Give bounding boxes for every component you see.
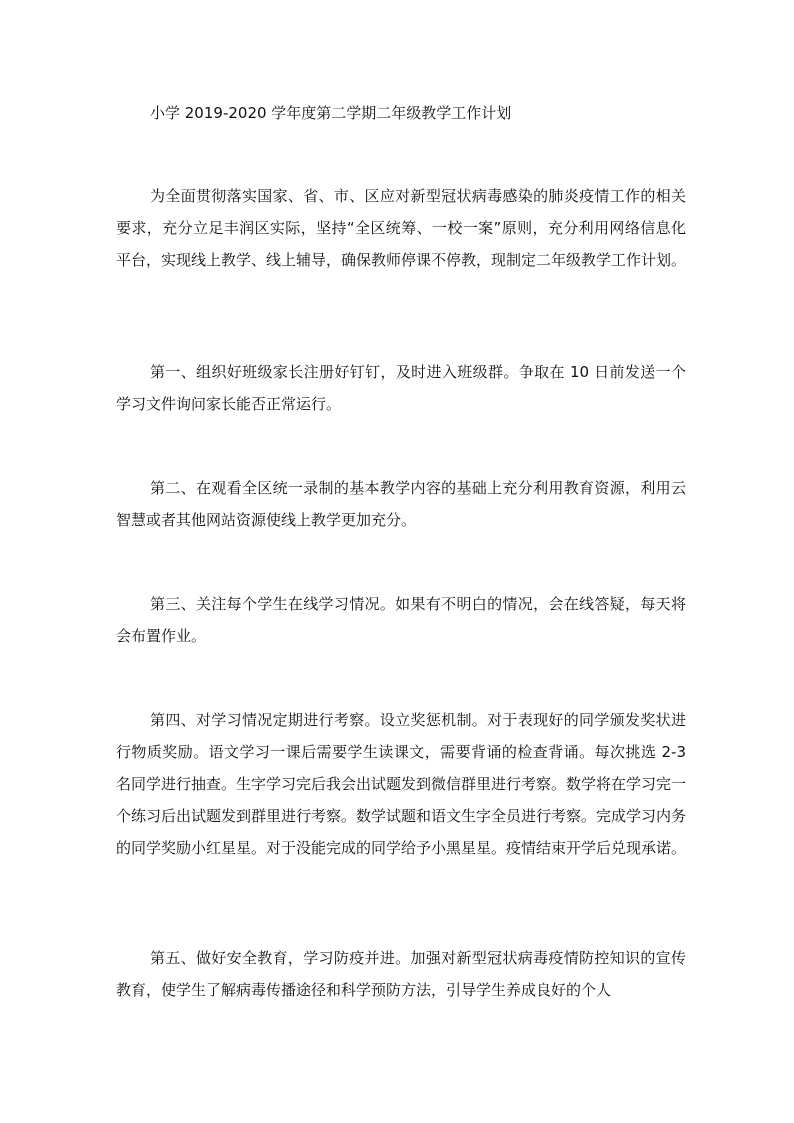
paragraph-point-2: 第二、在观看全区统一录制的基本教学内容的基础上充分利用教育资源，利用云智慧或者其他网站资源使线上教学更加充分。 <box>116 479 686 529</box>
intro-paragraph: 为全面贯彻落实国家、省、市、区应对新型冠状病毒感染的肺炎疫情工作的相关要求，充分立足丰润区实际，坚持“全区统筹、一校一案”原则，充分利用网络信息化平台，实现线上教学、线上辅导，确保教师停课不停教，现制定二年级教学工作计划。 <box>116 187 687 269</box>
paragraph-point-1: 第一、组织好班级家长注册好钉钉，及时进入班级群。争取在 10 日前发送一个学习文件询问家长能否正常运行。 <box>116 363 686 413</box>
document-title: 小学 2019-2020 学年度第二学期二年级教学工作计划 <box>150 104 512 122</box>
paragraph-point-5: 第五、做好安全教育，学习防疫并进。加强对新型冠状病毒疫情防控知识的宣传教育，使学生了解病毒传播途径和科学预防方法，引导学生养成良好的个人 <box>116 949 686 999</box>
paragraph-point-4: 第四、对学习情况定期进行考察。设立奖惩机制。对于表现好的同学颁发奖状进行物质奖励。语文学习一课后需要学生读课文，需要背诵的检查背诵。每次挑选 2-3 名同学进行抽查。生字学习完后我会出试题发到微信群里进行考察。数学将在学习完一个练习后出试题发到群里进行考察。数学试题和语文生字全员进行考察。完成学习内务的同学奖励小红星星。对于没能完成的同学给予小黑星星。疫情结束开学后兑现承诺。 <box>116 711 687 857</box>
paragraph-point-3: 第三、关注每个学生在线学习情况。如果有不明白的情况，会在线答疑，每天将会布置作业。 <box>116 595 686 645</box>
